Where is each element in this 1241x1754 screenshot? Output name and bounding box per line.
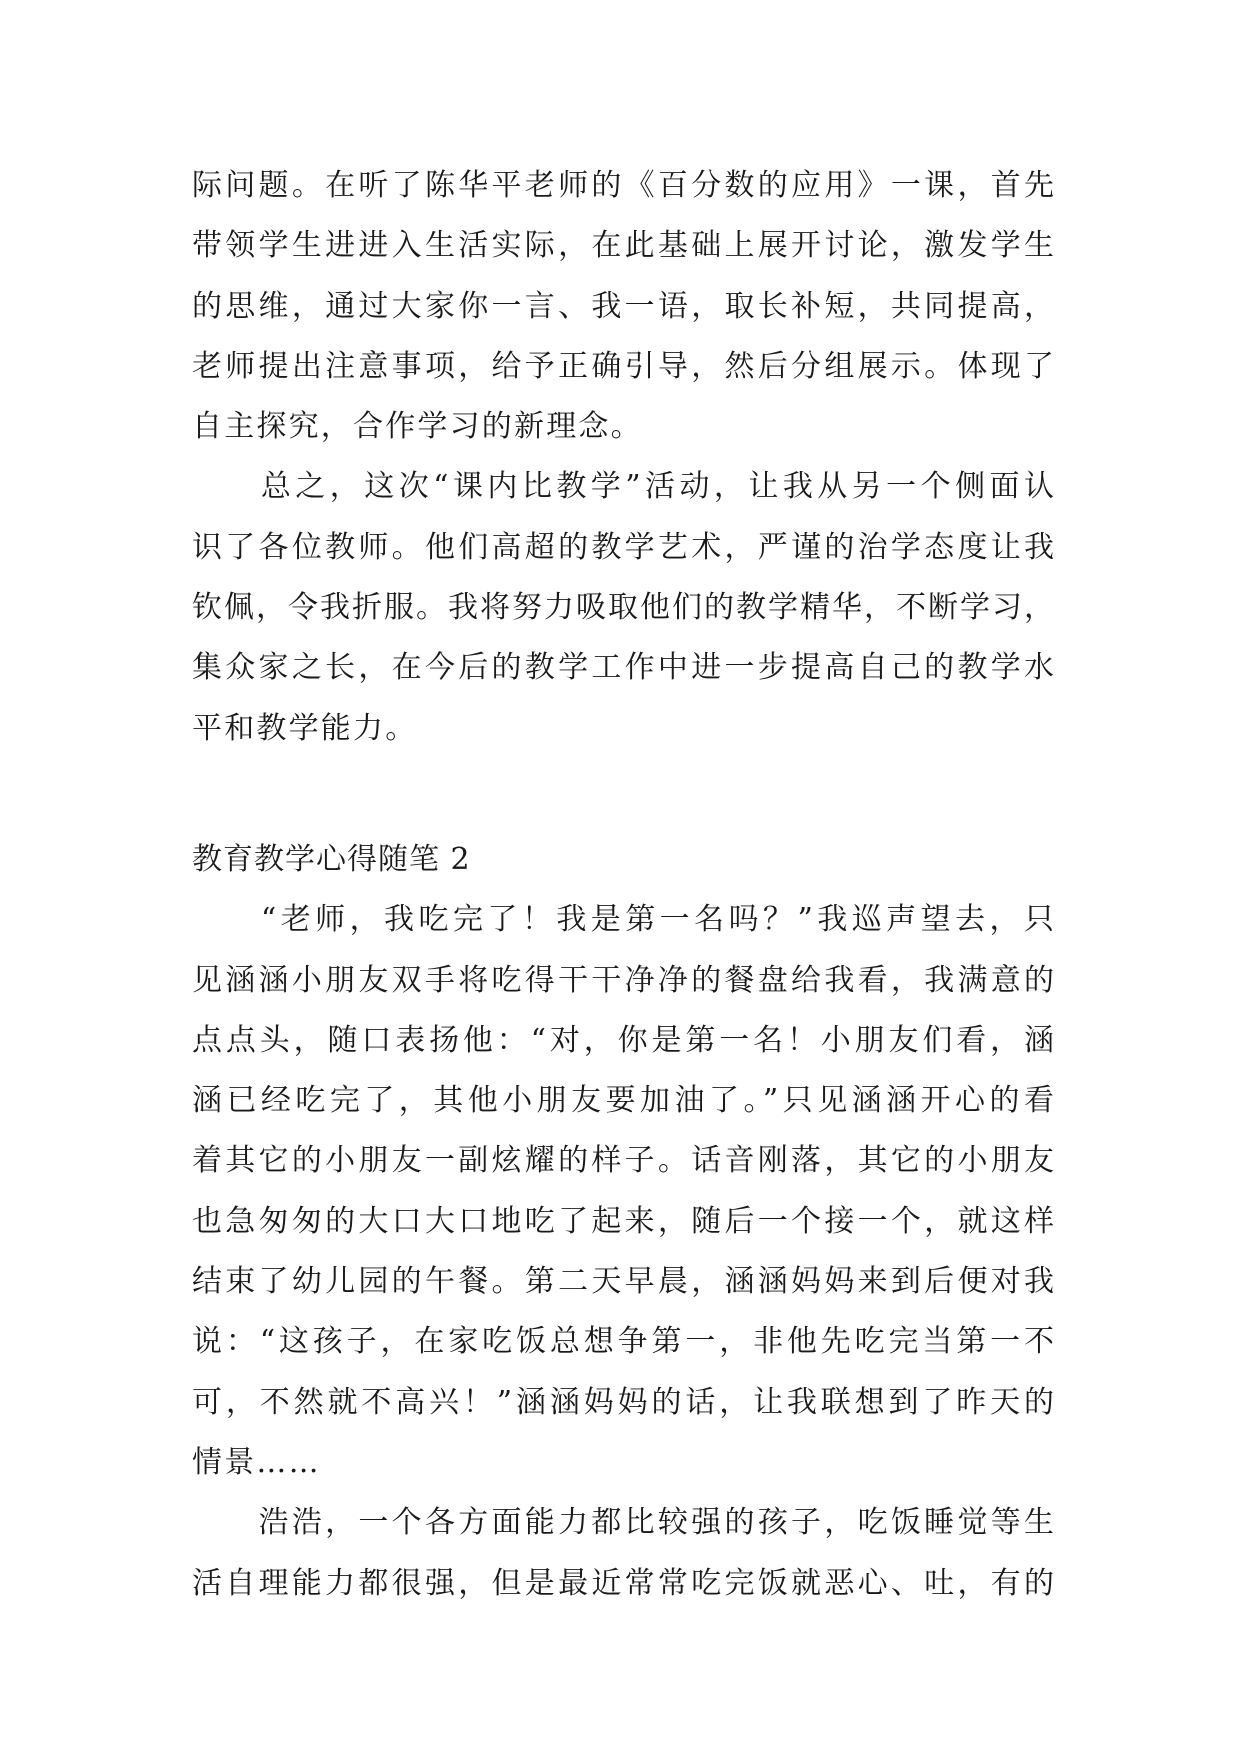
text-line: 着其它的小朋友一副炫耀的样子。话音刚落，其它的小朋友 — [192, 1143, 1054, 1179]
text-line: 情景…… — [192, 1444, 321, 1480]
text-line: 见涵涵小朋友双手将吃得干干净净的餐盘给我看，我满意的 — [192, 962, 1054, 998]
text-line: 识了各位教师。他们高超的教学艺术，严谨的治学态度让我 — [192, 529, 1054, 565]
text-line: 平和教学能力。 — [192, 710, 418, 746]
section-spacer — [192, 759, 1054, 830]
text-line: 总之，这次“课内比教学”活动，让我从另一个侧面认 — [192, 469, 1054, 505]
text-line: 活自理能力都很强，但是最近常常吃完饭就恶心、吐，有的 — [192, 1565, 1054, 1601]
document-body — [192, 156, 1054, 1614]
text-line: 集众家之长，在今后的教学工作中进一步提高自己的教学水 — [192, 650, 1054, 686]
text-line: 自主探究，合作学习的新理念。 — [192, 409, 643, 445]
text-line: 浩浩，一个各方面能力都比较强的孩子，吃饭睡觉等生 — [192, 1505, 1054, 1541]
section-heading: 教育教学心得随笔 2 — [192, 841, 471, 877]
text-line: 结束了幼儿园的午餐。第二天早晨，涵涵妈妈来到后便对我 — [192, 1264, 1054, 1300]
paragraph-4 — [192, 1493, 1054, 1614]
paragraph-3 — [192, 890, 1054, 1493]
text-line: “老师，我吃完了！我是第一名吗？”我巡声望去，只 — [192, 902, 1054, 938]
text-line: 点点头，随口表扬他：“对，你是第一名！小朋友们看，涵 — [192, 1022, 1054, 1058]
text-line: 带领学生进进入生活实际，在此基础上展开讨论，激发学生 — [192, 228, 1054, 264]
text-line: 钦佩，令我折服。我将努力吸取他们的教学精华，不断学习， — [192, 590, 1054, 626]
paragraph-1 — [192, 156, 1054, 457]
text-line: 的思维，通过大家你一言、我一语，取长补短，共同提高， — [192, 288, 1054, 324]
text-line: 可，不然就不高兴！”涵涵妈妈的话，让我联想到了昨天的 — [192, 1384, 1054, 1420]
text-line: 也急匆匆的大口大口地吃了起来，随后一个接一个，就这样 — [192, 1203, 1054, 1239]
text-line: 涵已经吃完了，其他小朋友要加油了。”只见涵涵开心的看 — [192, 1083, 1054, 1119]
text-line: 际问题。在听了陈华平老师的《百分数的应用》一课，首先 — [192, 168, 1054, 203]
text-line: 老师提出注意事项，给予正确引导，然后分组展示。体现了 — [192, 348, 1054, 384]
text-line: 说：“这孩子，在家吃饭总想争第一，非他先吃完当第一不 — [192, 1324, 1054, 1360]
paragraph-2 — [192, 457, 1054, 758]
